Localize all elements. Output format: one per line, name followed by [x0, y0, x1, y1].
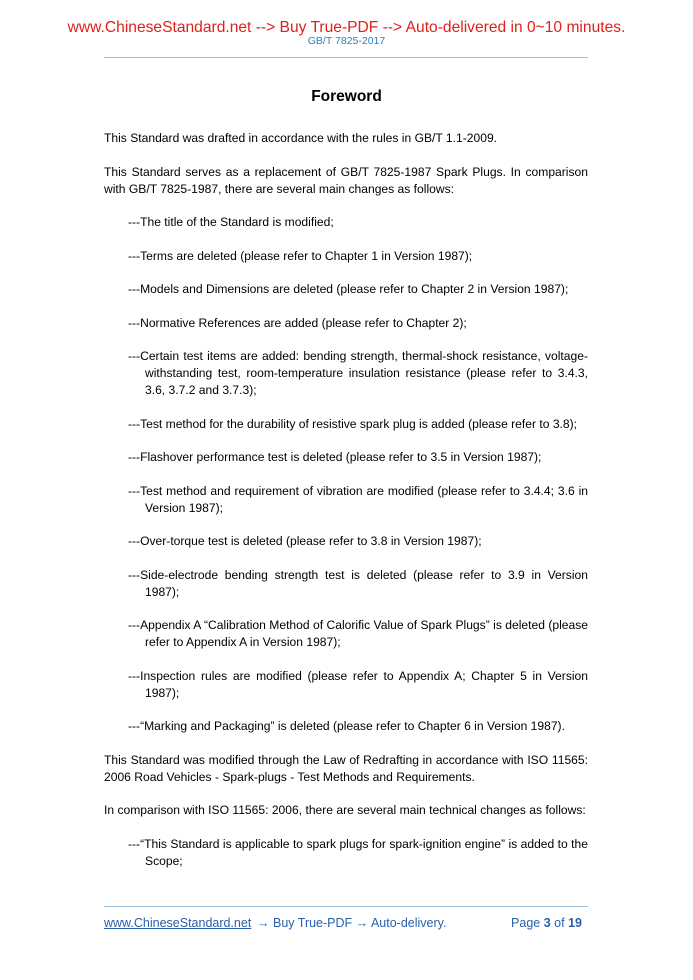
footer-divider	[104, 906, 588, 907]
standard-code: GB/T 7825-2017	[307, 35, 386, 47]
iso-change-item: ---“This Standard is applicable to spark plugs for spark-ignition engine” is added to the Scope;	[128, 836, 588, 868]
footer-delivery-text: Auto-delivery.	[370, 916, 447, 930]
footer-site-link[interactable]: www.ChineseStandard.net	[104, 916, 252, 930]
change-item: ---Appendix A “Calibration Method of Calorific Value of Spark Plugs” is deleted (please refer to Appendix A in Version 1987);	[128, 618, 588, 649]
promo-banner[interactable]: www.ChineseStandard.net --> Buy True-PDF --> Auto-delivered in 0~10 minutes.	[67, 19, 626, 36]
of-label: of	[554, 916, 565, 930]
iso-intro-paragraph: In comparison with ISO 11565: 2006, there are several main technical changes as follows:	[104, 803, 586, 817]
page-label: Page	[511, 916, 541, 930]
change-item: ---The title of the Standard is modified;	[128, 215, 334, 229]
change-item: ---Test method and requirement of vibration are modified (please refer to 3.4.4; 3.6 in Version 1987);	[128, 483, 588, 515]
page-title: Foreword	[311, 88, 382, 105]
page-indicator	[511, 915, 582, 931]
header-divider	[104, 57, 588, 58]
intro-paragraph: This Standard was drafted in accordance with the rules in GB/T 1.1-2009.	[104, 131, 498, 145]
change-item: ---Normative References are added (please refer to Chapter 2);	[128, 315, 467, 330]
total-pages: 19	[568, 916, 582, 930]
change-item: ---Test method for the durability of resistive spark plug is added (please refer to 3.8);	[128, 416, 578, 431]
change-item: ---Certain test items are added: bending strength, thermal-shock resistance, voltage-withstanding test, room-temperature insulation resistance (please refer to 3.4.3, 3.6, 3.7.2 and 3.7.3);	[128, 349, 588, 397]
change-item: ---“Marking and Packaging” is deleted (please refer to Chapter 6 in Version 1987).	[128, 719, 565, 733]
change-item: ---Over-torque test is deleted (please refer to 3.8 in Version 1987);	[128, 534, 482, 548]
footer-purchase-text	[257, 915, 446, 931]
document-body	[104, 130, 588, 886]
change-item: ---Flashover performance test is deleted (please refer to 3.5 in Version 1987);	[128, 450, 542, 464]
change-item: ---Terms are deleted (please refer to Chapter 1 in Version 1987);	[128, 248, 473, 263]
page-number: 3	[543, 916, 551, 930]
redrafting-paragraph: This Standard was modified through the Law of Redrafting in accordance with ISO 11565: 2006 Road Vehicles - Spark-plugs - Test Methods and Requirements.	[104, 752, 588, 784]
change-item: ---Side-electrode bending strength test is deleted (please refer to 3.9 in Version 1987);	[128, 567, 588, 599]
arrow-right-icon: →	[257, 916, 270, 930]
arrow-right-icon: →	[355, 916, 369, 930]
change-item: ---Inspection rules are modified (please refer to Appendix A; Chapter 5 in Version 1987);	[128, 668, 588, 700]
change-item: ---Models and Dimensions are deleted (please refer to Chapter 2 in Version 1987);	[128, 282, 569, 296]
page-footer	[104, 915, 588, 931]
footer-buy-text: Buy True-PDF	[272, 916, 353, 930]
replacement-paragraph: This Standard serves as a replacement of GB/T 7825-1987 Spark Plugs. In comparison with GB/T 7825-1987, there are several main changes as follows:	[104, 164, 588, 196]
